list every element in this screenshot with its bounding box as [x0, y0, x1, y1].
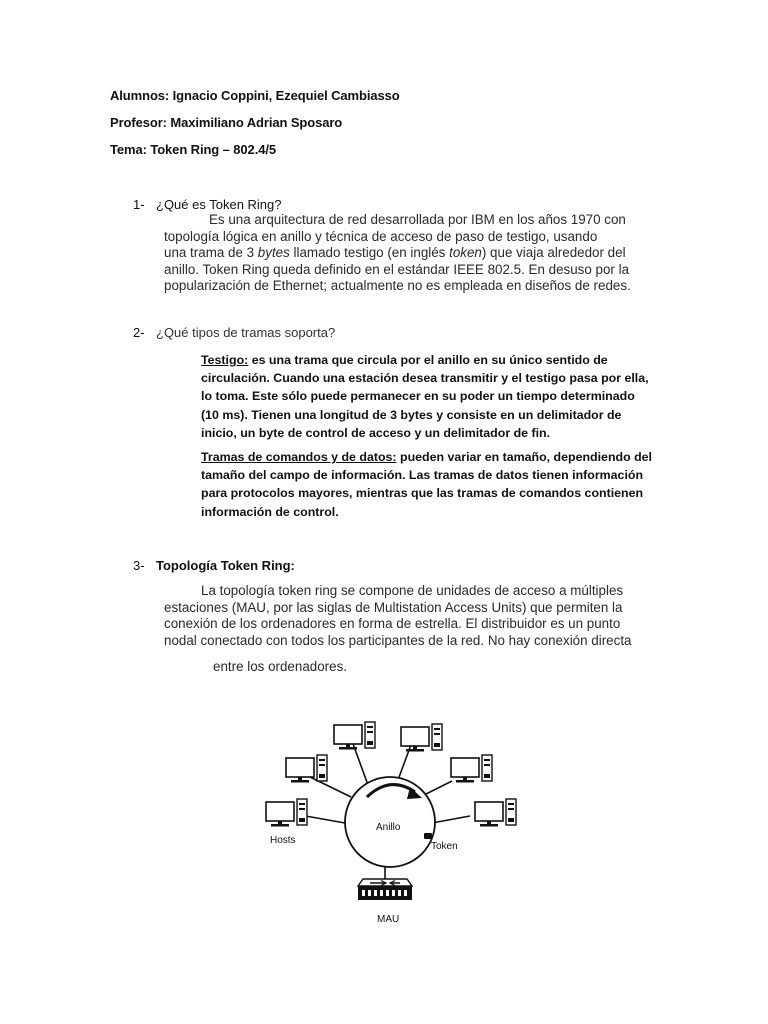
- computer-icon: [475, 799, 516, 827]
- mau-icon: [358, 879, 412, 900]
- testigo-definition: [201, 351, 656, 442]
- tramas-definition: [201, 448, 656, 521]
- q3-line: La topología token ring se compone de unidades de acceso a múltiples: [201, 583, 624, 598]
- computer-icon: [401, 724, 442, 752]
- q1-answer: [164, 212, 644, 295]
- computer-icon: [266, 799, 307, 827]
- ring-label: Anillo: [376, 822, 401, 833]
- q1-line: una trama de 3 bytes llamado testigo (en inglés token) que viaja alrededor del: [164, 245, 626, 260]
- q1-line: topología lógica en anillo y técnica de acceso de paso de testigo, usando: [164, 228, 598, 244]
- computer-icon: [286, 755, 327, 783]
- q2-question: ¿Qué tipos de tramas soporta?: [156, 325, 336, 340]
- hosts-label: Hosts: [270, 835, 296, 846]
- mau-label: MAU: [377, 914, 400, 925]
- token-icon: [424, 833, 432, 839]
- q1-question: ¿Qué es Token Ring?: [156, 197, 282, 212]
- token-ring-diagram: [250, 705, 540, 933]
- q3-line: estaciones (MAU, por las siglas de Multistation Access Units) que permiten la: [164, 599, 623, 615]
- profesor-line: Profesor: Maximiliano Adrian Sposaro: [110, 115, 343, 130]
- computer-icon: [451, 755, 492, 783]
- q1-line: popularización de Ethernet; actualmente no es empleada en diseños de redes.: [164, 278, 631, 293]
- q1-number: 1-: [133, 197, 145, 212]
- q1-line: Es una arquitectura de red desarrollada por IBM en los años 1970 con: [209, 212, 626, 227]
- testigo-term: Testigo:: [201, 353, 249, 367]
- q3-line: conexión de los ordenadores en forma de estrella. El distribuidor es un punto: [164, 616, 621, 631]
- q2-number: 2-: [133, 325, 145, 340]
- tramas-term: Tramas de comandos y de datos:: [201, 450, 397, 464]
- q3-question: Topología Token Ring:: [156, 558, 295, 573]
- alumnos-line: Alumnos: Ignacio Coppini, Ezequiel Cambiasso: [110, 88, 400, 103]
- tramas-text: pueden variar en tamaño, dependiendo del tamaño del campo de información. Las tramas de datos tienen información para protocolos mayores, mientras que las tramas de comandos contienen información de control.: [201, 450, 652, 519]
- q3-line: nodal conectado con todos los participantes de la red. No hay conexión directa: [164, 632, 632, 648]
- q3-line: entre los ordenadores.: [213, 659, 347, 674]
- tema-line: Tema: Token Ring – 802.4/5: [110, 142, 276, 157]
- q3-number: 3-: [133, 558, 145, 573]
- token-label: Token: [431, 841, 458, 852]
- testigo-text: es una trama que circula por el anillo en su único sentido de circulación. Cuando una estación desea transmitir y el testigo pasa por ella, lo toma. Este sólo puede permanecer en su poder un tiempo determinado (10 ms). Tienen una longitud de 3 bytes y consiste en un delimitador de inicio, un byte de control de acceso y un delimitador de fin.: [201, 353, 649, 440]
- q1-line: anillo. Token Ring queda definido en el estándar IEEE 802.5. En desuso por la: [164, 261, 630, 277]
- q3-answer: [164, 583, 644, 676]
- computer-icon: [334, 722, 375, 750]
